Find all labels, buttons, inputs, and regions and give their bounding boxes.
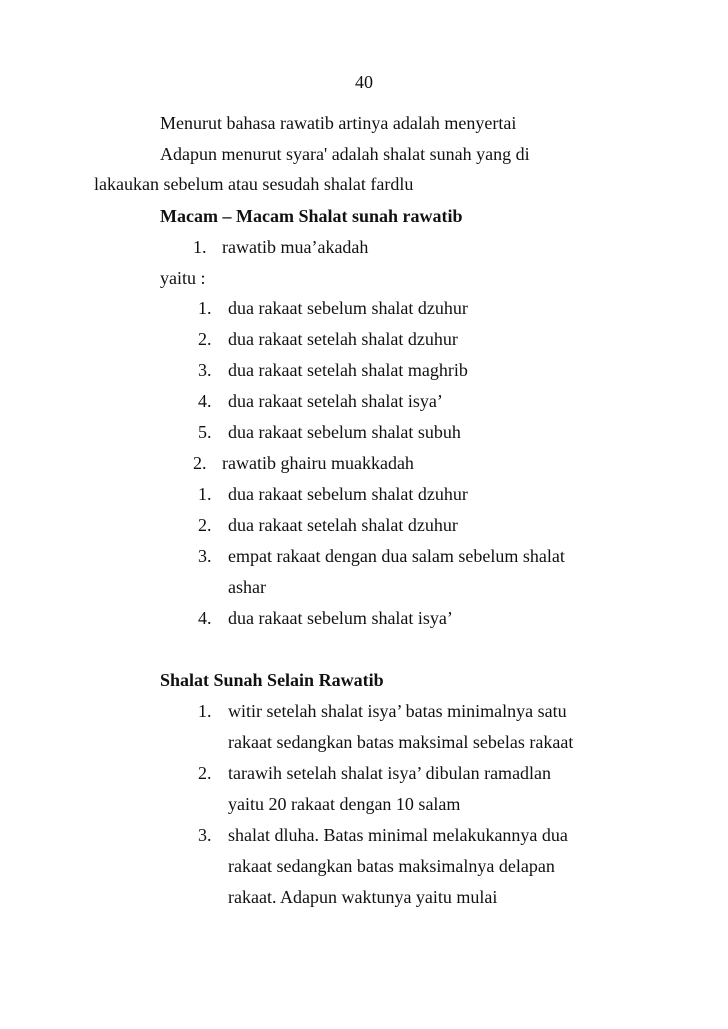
list2-item-3-number: 3.: [198, 546, 212, 566]
list3-item-1-number: 1.: [198, 701, 212, 721]
list1-item-5-text: dua rakaat sebelum shalat subuh: [228, 422, 461, 442]
list3-item-3-continuation-2: rakaat. Adapun waktunya yaitu mulai: [228, 887, 498, 907]
list2-item-2-number: 2.: [198, 515, 212, 535]
section1-heading: Macam – Macam Shalat sunah rawatib: [160, 206, 463, 226]
list2-item-3-text: empat rakaat dengan dua salam sebelum shalat: [228, 546, 565, 566]
page-number: 40: [355, 72, 373, 92]
list3-item-2-text: tarawih setelah shalat isya’ dibulan ramadlan: [228, 763, 552, 783]
list3-item-2-number: 2.: [198, 763, 212, 783]
sub2-text: rawatib ghairu muakkadah: [222, 453, 414, 473]
list3-item-1-text: witir setelah shalat isya’ batas minimalnya satu: [228, 701, 567, 721]
intro-line-2: Adapun menurut syara' adalah shalat sunah yang di: [160, 144, 530, 164]
list1-item-4-text: dua rakaat setelah shalat isya’: [228, 391, 443, 411]
intro-line-3: lakaukan sebelum atau sesudah shalat fardlu: [94, 174, 414, 194]
intro-line-1: Menurut bahasa rawatib artinya adalah menyertai: [160, 113, 517, 133]
list1-item-1-text: dua rakaat sebelum shalat dzuhur: [228, 298, 468, 318]
list1-item-5-number: 5.: [198, 422, 212, 442]
list1-item-2-number: 2.: [198, 329, 212, 349]
list3-item-2-continuation: yaitu 20 rakaat dengan 10 salam: [228, 794, 461, 814]
yaitu-label: yaitu :: [160, 268, 206, 288]
list2-item-1-text: dua rakaat sebelum shalat dzuhur: [228, 484, 468, 504]
list3-item-1-continuation: rakaat sedangkan batas maksimal sebelas rakaat: [228, 732, 574, 752]
list2-item-4-number: 4.: [198, 608, 212, 628]
list3-item-3-number: 3.: [198, 825, 212, 845]
list3-item-3-text: shalat dluha. Batas minimal melakukannya dua: [228, 825, 568, 845]
list2-item-4-text: dua rakaat sebelum shalat isya’: [228, 608, 453, 628]
sub1-text: rawatib mua’akadah: [222, 237, 369, 257]
list2-item-2-text: dua rakaat setelah shalat dzuhur: [228, 515, 458, 535]
list1-item-2-text: dua rakaat setelah shalat dzuhur: [228, 329, 458, 349]
list2-item-1-number: 1.: [198, 484, 212, 504]
section2-heading: Shalat Sunah Selain Rawatib: [160, 670, 384, 690]
list1-item-3-number: 3.: [198, 360, 212, 380]
list1-item-1-number: 1.: [198, 298, 212, 318]
list3-item-3-continuation: rakaat sedangkan batas maksimalnya delapan: [228, 856, 555, 876]
sub1-number: 1.: [193, 237, 207, 257]
sub2-number: 2.: [193, 453, 207, 473]
list1-item-3-text: dua rakaat setelah shalat maghrib: [228, 360, 468, 380]
list1-item-4-number: 4.: [198, 391, 212, 411]
list2-item-3-continuation: ashar: [228, 577, 266, 597]
